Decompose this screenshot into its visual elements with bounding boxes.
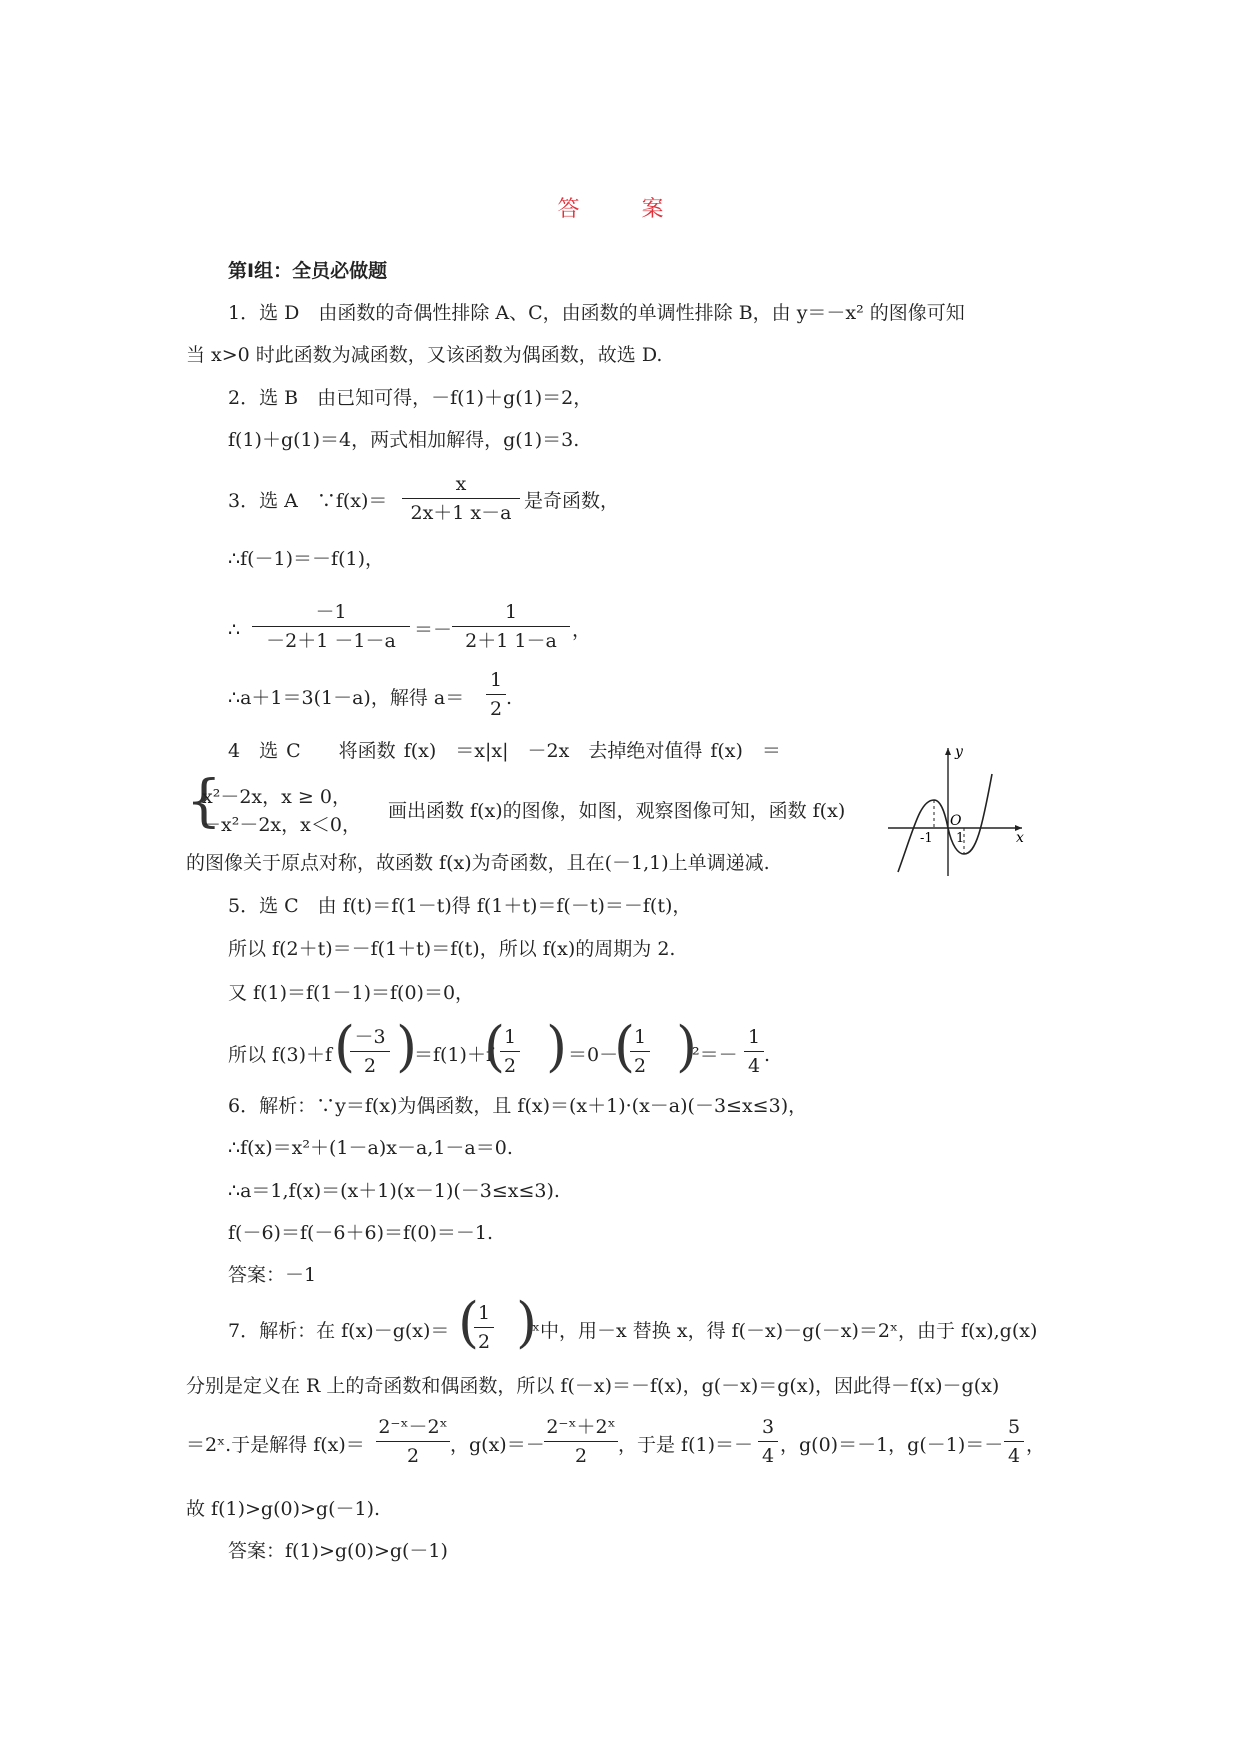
q3-tail: 是奇函数， xyxy=(524,490,620,512)
q3-half-num: 1 xyxy=(489,669,503,691)
q7-l3a: ＝2ˣ.于是解得 f(x)＝ xyxy=(186,1434,365,1456)
q3-frac-num: x xyxy=(455,473,467,495)
q4-mid: 画出函数 f(x)的图像，如图，观察图像可知，函数 f(x) xyxy=(388,800,846,822)
q5-line2: 所以 f(2＋t)＝－f(1＋t)＝f(t)，所以 f(x)的周期为 2. xyxy=(228,938,676,960)
q2-line1: 2．选 B 由已知可得，－f(1)＋g(1)＝2， xyxy=(228,387,593,409)
q5-frac2 xyxy=(500,1025,520,1078)
q5-paren3-open: ( xyxy=(614,1015,636,1078)
q5-frac4-den: 4 xyxy=(747,1055,761,1077)
q3-therefore: ∴ xyxy=(228,619,241,641)
q1-line2: 当 x>0 时此函数为减函数，又该函数为偶函数，故选 D. xyxy=(186,344,663,366)
q6-line1: 6．解析：∵y＝f(x)为偶函数，且 f(x)＝(x＋1)·(x－a)(－3≤x≤3)， xyxy=(228,1095,808,1117)
q1-line1: 1．选 D 由函数的奇偶性排除 A、C，由函数的单调性排除 B，由 y＝－x² 的图像可知 xyxy=(228,302,965,324)
graph-1-label: 1 xyxy=(956,831,965,846)
q5-paren2-close: ) xyxy=(546,1015,568,1078)
q7-l3e: ， xyxy=(1026,1434,1046,1456)
q5-part-b: ＝f(1)＋f xyxy=(414,1044,493,1066)
q5-line3: 又 f(1)＝f(1－1)＝f(0)＝0， xyxy=(228,982,475,1004)
q7-gx-den: 2 xyxy=(574,1445,588,1467)
q7-f1-frac xyxy=(758,1415,778,1468)
q4-case2: －x²－2x，x＜0， xyxy=(202,814,361,836)
q7-gx-num: 2⁻ˣ＋2ˣ xyxy=(546,1416,616,1438)
q7-gx-frac xyxy=(544,1415,618,1468)
q4-line1: 4 选 C 将函数 f(x) ＝x|x| －2x 去掉绝对值得 f(x) ＝ xyxy=(228,740,781,762)
q6-line4: f(－6)＝f(－6＋6)＝f(0)＝－1. xyxy=(228,1222,494,1244)
q7-f1-den: 4 xyxy=(761,1445,775,1467)
q7-g1-den: 4 xyxy=(1007,1445,1021,1467)
q4-case1: x²－2x，x ≥ 0， xyxy=(202,786,351,808)
q5-part-c: ＝0－ xyxy=(568,1044,619,1066)
q7-l3b: ，g(x)＝－ xyxy=(450,1434,545,1456)
q3-rhs-fraction xyxy=(452,600,570,653)
q7-frac-num: 1 xyxy=(477,1302,491,1324)
q7-fx-num: 2⁻ˣ－2ˣ xyxy=(378,1416,448,1438)
graph-neg1-label: -1 xyxy=(920,831,933,846)
q3-rhs-num: 1 xyxy=(504,601,518,623)
q3-lhs-den: －2＋1 －1－a xyxy=(266,630,396,652)
q2-line2: f(1)＋g(1)＝4，两式相加解得，g(1)＝3. xyxy=(228,429,580,451)
q7-f1-num: 3 xyxy=(761,1416,775,1438)
q7-frac xyxy=(474,1301,494,1354)
q5-line1: 5．选 C 由 f(t)＝f(1－t)得 f(1＋t)＝f(－t)＝－f(t)， xyxy=(228,895,692,917)
q5-frac3-num: 1 xyxy=(633,1026,647,1048)
graph-x-label: x xyxy=(1016,830,1024,846)
cases-brace: { xyxy=(186,769,222,834)
q7-fx-frac xyxy=(376,1415,450,1468)
q7-g1-frac xyxy=(1004,1415,1024,1468)
q5-frac1-den: 2 xyxy=(363,1055,377,1077)
q7-line4: 故 f(1)>g(0)>g(－1). xyxy=(186,1498,381,1520)
q3-period: . xyxy=(506,687,513,709)
q6-line3: ∴a＝1,f(x)＝(x＋1)(x－1)(－3≤x≤3). xyxy=(228,1180,560,1202)
q7-fx-den: 2 xyxy=(406,1445,420,1467)
q5-part-e: . xyxy=(764,1044,771,1066)
q7-l3c: ，于是 f(1)＝－ xyxy=(618,1434,753,1456)
q3-half xyxy=(486,668,506,721)
q7-l3d: ，g(0)＝－1，g(－1)＝－ xyxy=(780,1434,1004,1456)
q5-paren2-open: ( xyxy=(484,1015,506,1078)
q3-frac-den: 2x＋1 x－a xyxy=(410,502,512,524)
q6-answer: 答案：－1 xyxy=(228,1264,317,1286)
graph-y-label: y xyxy=(955,744,963,760)
q3-lhs-fraction xyxy=(252,600,410,653)
graph-origin-label: O xyxy=(950,813,962,829)
q4-line3: 的图像关于原点对称，故函数 f(x)为奇函数，且在(－1,1)上单调递减. xyxy=(186,852,770,874)
q5-frac4 xyxy=(744,1025,764,1078)
q7-paren-open: ( xyxy=(458,1291,480,1354)
q3-eq-minus: ＝－ xyxy=(414,619,453,641)
function-graph xyxy=(880,740,1030,880)
q3-comma: ， xyxy=(572,619,592,641)
q5-part-a: 所以 f(3)＋f xyxy=(228,1044,333,1066)
curve xyxy=(898,774,992,872)
q3-rhs-den: 2＋1 1－a xyxy=(465,630,557,652)
q5-frac2-num: 1 xyxy=(503,1026,517,1048)
q3-line2: ∴f(－1)＝－f(1)， xyxy=(228,548,384,570)
page-title: 答 案 xyxy=(557,197,684,222)
q7-line2: 分别是定义在 R 上的奇函数和偶函数，所以 f(－x)＝－f(x)，g(－x)＝g(x)，因此得－f(x)－g(x) xyxy=(186,1375,1000,1397)
q7-paren-close: ) xyxy=(516,1291,538,1354)
q3-line4: ∴a＋1＝3(1－a)，解得 a＝ xyxy=(228,687,465,709)
y-arrow xyxy=(945,748,951,755)
q5-paren1-open: ( xyxy=(334,1015,356,1078)
q5-paren1-close: ) xyxy=(396,1015,418,1078)
q3-lhs-num: －1 xyxy=(315,601,347,623)
q7-tail: ˣ中，用－x 替换 x，得 f(－x)－g(－x)＝2ˣ，由于 f(x),g(x) xyxy=(532,1320,1038,1342)
q7-lead: 7．解析：在 f(x)－g(x)＝ xyxy=(228,1320,450,1342)
q5-frac4-num: 1 xyxy=(747,1026,761,1048)
q7-frac-den: 2 xyxy=(477,1331,491,1353)
q5-paren3-close: ) xyxy=(676,1015,698,1078)
q5-frac2-den: 2 xyxy=(503,1055,517,1077)
q3-half-den: 2 xyxy=(489,698,503,720)
q7-g1-num: 5 xyxy=(1007,1416,1021,1438)
q3-lead: 3．选 A ∵f(x)＝ xyxy=(228,490,388,512)
q3-fraction xyxy=(402,472,520,525)
q7-answer: 答案：f(1)>g(0)>g(－1) xyxy=(228,1540,448,1562)
q5-part-d: ²＝－ xyxy=(692,1044,738,1066)
q5-frac3-den: 2 xyxy=(633,1055,647,1077)
q5-frac1-num: －3 xyxy=(354,1026,386,1048)
q5-frac1 xyxy=(350,1025,390,1078)
q5-frac3 xyxy=(630,1025,650,1078)
section-heading: 第Ⅰ组：全员必做题 xyxy=(228,260,388,282)
q6-line2: ∴f(x)＝x²＋(1－a)x－a,1－a＝0. xyxy=(228,1137,513,1159)
